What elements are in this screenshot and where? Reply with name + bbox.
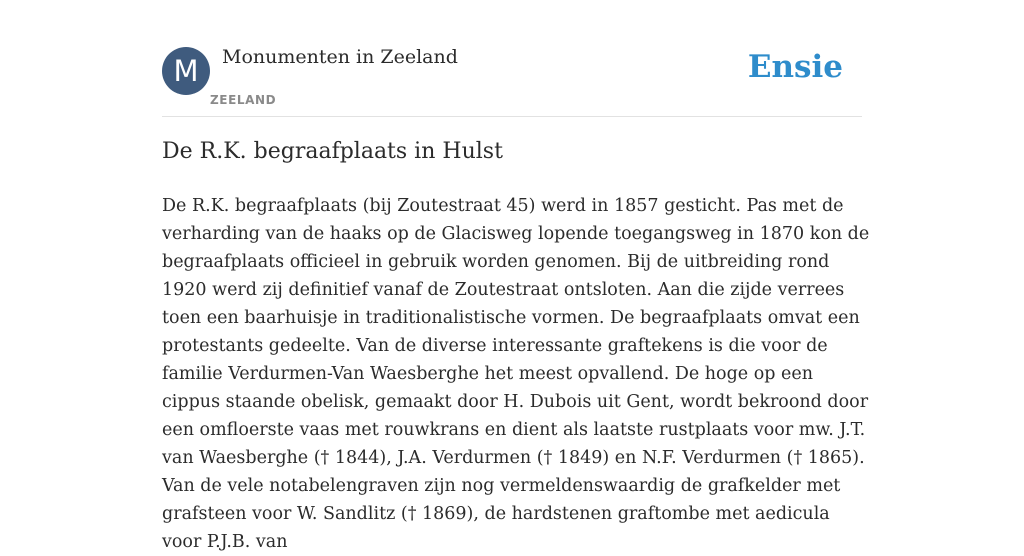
brand-logo[interactable]: Ensie bbox=[747, 49, 843, 85]
avatar[interactable]: M bbox=[162, 47, 210, 95]
category-label[interactable]: ZEELAND bbox=[210, 93, 277, 107]
site-header bbox=[162, 40, 862, 117]
article-title: De R.K. begraafplaats in Hulst bbox=[162, 139, 503, 164]
article-body: De R.K. begraafplaats (bij Zoutestraat 45) werd in 1857 gesticht. Pas met de verharding van de haaks op de Glacisweg lopende toegangsweg in 1870 kon de begraafplaats officieel in gebruik worden genomen. Bij de uitbreiding rond 1920 werd zij definitief vanaf de Zoutestraat ontsloten. Aan die zijde verrees toen een baarhuisje in traditionalistische vormen. De begraafplaats omvat een protestants gedeelte. Van de diverse interessante graftekens is die voor de familie Verdurmen-Van Waesberghe het meest opvallend. De hoge op een cippus staande obelisk, gemaakt door H. Dubois uit Gent, wordt bekroond door een omfloerste vaas met rouwkrans en dient als laatste rustplaats voor mw. J.T. van Waesberghe († 1844), J.A. Verdurmen († 1849) en N.F. Verdurmen († 1865). Van de vele notabelengraven zijn nog vermeldenswaardig de grafkelder met grafsteen voor W. Sandlitz († 1869), de hardstenen graftombe met aedicula voor P.J.B. van bbox=[162, 196, 870, 552]
site-title-link[interactable]: Monumenten in Zeeland bbox=[222, 46, 458, 68]
